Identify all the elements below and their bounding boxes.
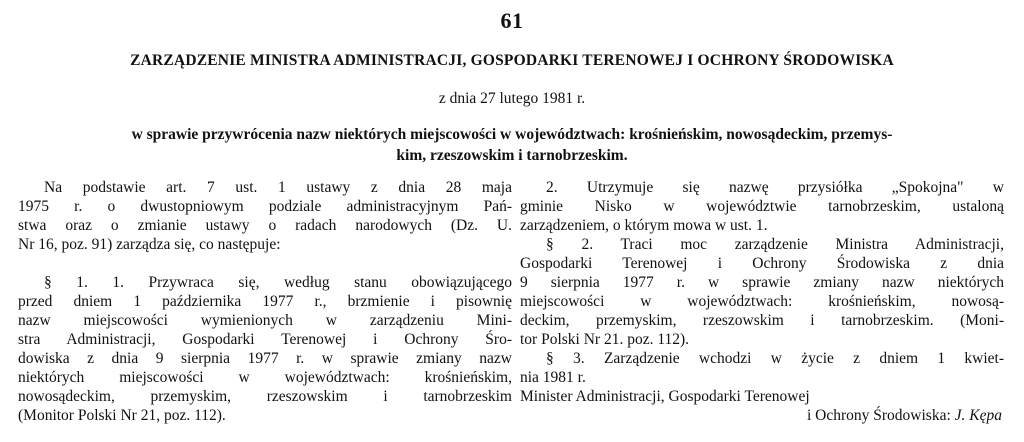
paragraph-2-line: Gospodarki Terenowej i Ochrony Środowiska z dnia [520,255,1004,272]
paragraph-1-2-line: gminie Nisko w województwie tarnobrzeskim, ustaloną [520,198,1004,215]
preamble-line: Nr 16, poz. 91) zarządza się, co następuje: [18,236,281,253]
paragraph-1-line: § 1. 1. Przywraca się, według stanu obowiązującego [44,274,512,291]
signature-line: Minister Administracji, Gospodarki Terenowej [520,388,810,405]
subject-line: w sprawie przywrócenia nazw niektórych miejscowości w województwach: krośnieńskim, nowosądeckim, przemys- [131,126,893,143]
preamble-line: stwa oraz o zmianie ustawy o radach narodowych (Dz. U. [18,217,512,234]
preamble-line: Na podstawie art. 7 ust. 1 ustawy z dnia 28 maja [44,179,512,196]
subject-line: kim, rzeszowskim i tarnobrzeskim. [396,147,628,164]
paragraph-2-line: tor Polski Nr 21. poz. 112). [520,331,690,348]
paragraph-1-line: niektórych miejscowości w województwach: krośnieńskim, [18,369,512,386]
paragraph-1-line: nazw miejscowości wymienionych w zarządzeniu Mini- [18,312,512,329]
paragraph-1-line: dowiska z dnia 9 sierpnia 1977 r. w sprawie zmiany nazw [18,350,512,367]
document-date: z dnia 27 lutego 1981 r. [438,90,586,107]
signature-name: J. Kępa [954,407,1002,424]
paragraph-2-line: deckim, przemyskim, rzeszowskim i tarnobrzeskim. (Moni- [520,312,1004,329]
document-subject [78,124,946,166]
paragraph-1-2-line: zarządzeniem, o którym mowa w ust. 1. [520,217,768,234]
right-column [520,178,1004,425]
paragraph-1-line: (Monitor Polski Nr 21, poz. 112). [18,407,226,424]
paragraph-1-2-line: 2. Utrzymuje się nazwę przysiółka „Spokojna" w [546,179,1004,196]
paragraph-2-line: 9 sierpnia 1977 r. w sprawie zmiany nazw niektórych [520,274,1004,291]
paragraph-3-line: nia 1981 r. [520,369,586,386]
paragraph-gap [18,254,512,273]
page-number: 61 [500,8,524,33]
preamble-line: 1975 r. o dwustopniowym podziale administracyjnym Pań- [18,198,512,215]
paragraph-2-line: § 2. Traci moc zarządzenie Ministra Administracji, [546,236,1004,253]
paragraph-2-line: miejscowości w województwach: krośnieńskim, nowosą- [520,293,1004,310]
left-column [18,178,512,425]
document-title: ZARZĄDZENIE MINISTRA ADMINISTRACJI, GOSPODARKI TERENOWEJ I OCHRONY ŚRODOWISKA [130,52,894,69]
paragraph-1-line: przed dniem 1 października 1977 r., brzmienie i pisownię [18,293,512,310]
paragraph-1-line: stra Administracji, Gospodarki Terenowej i Ochrony Śro- [18,331,512,348]
paragraph-1-line: nowosądeckim, przemyskim, rzeszowskim i tarnobrzeskim [18,388,512,405]
paragraph-3-line: § 3. Zarządzenie wchodzi w życie z dniem 1 kwiet- [546,350,1004,367]
signature-line-2 [520,406,1004,425]
signature-title: i Ochrony Środowiska: [806,407,951,424]
